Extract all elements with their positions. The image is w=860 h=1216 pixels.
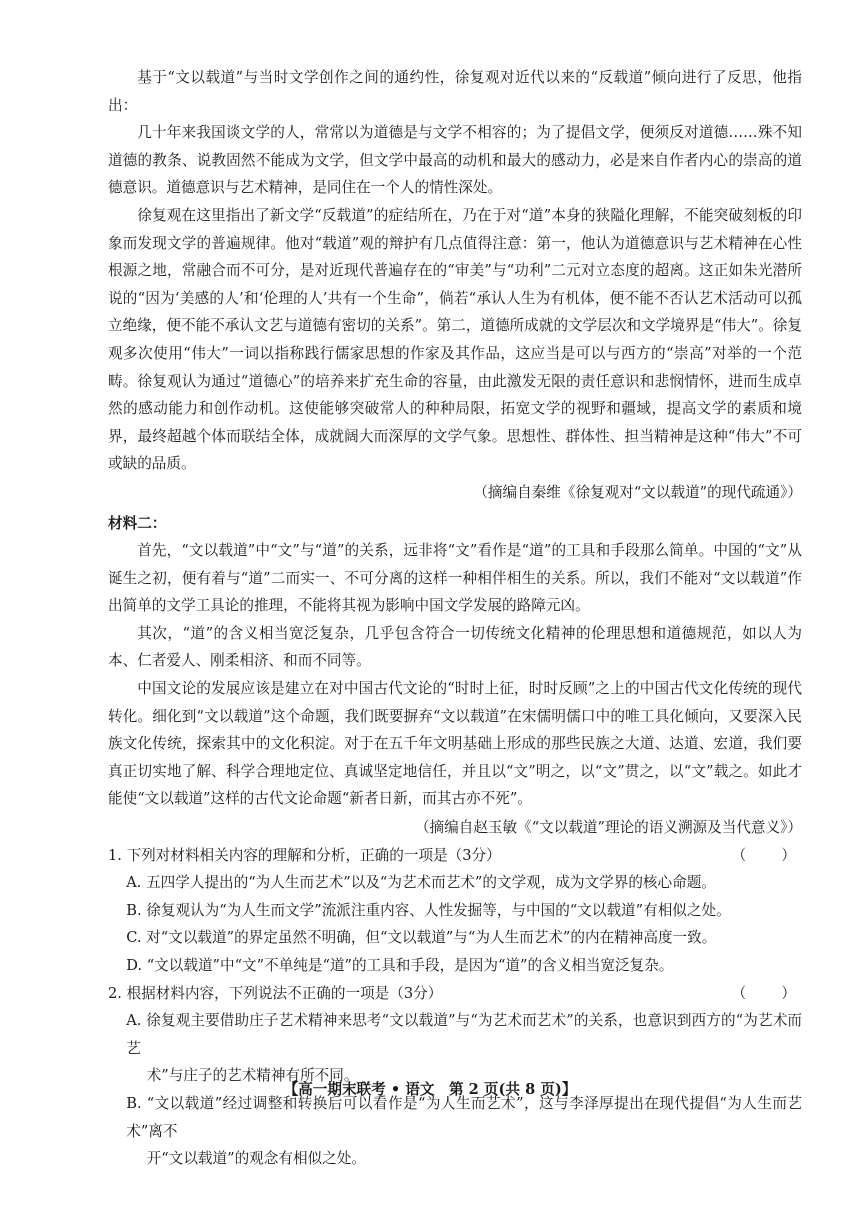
question-2-option-b — [108, 1090, 802, 1173]
question-2-stem — [108, 980, 802, 1008]
question-1-stem — [108, 842, 802, 870]
question-1-stem-text: 1. 下列对材料相关内容的理解和分析，正确的一项是（3分） — [108, 846, 501, 864]
question-2-option-a-cont: 术”与庄子的艺术精神有所不同。 — [146, 1067, 359, 1085]
exam-page — [108, 64, 802, 1173]
question-2-option-a — [108, 1007, 802, 1090]
question-1-answer-slot[interactable]: （ ） — [731, 846, 798, 864]
material-one-analysis: 徐复观在这里指出了新文学“反载道”的症结所在，乃在于对“道”本身的狭隘化理解，不能突破刻板的印象而发现文学的普遍规律。他对“载道”观的辩护有几点值得注意：第一，他认为道德意识与艺术精神在心性根源之地，常融合而不可分，是对近现代普遍存在的“审美”与“功利”二元对立态度的超离。这正如朱光潜所说的“因为‘美感的人’和‘伦理的人’共有一个生命”，倘若“承认人生为有机体，便不能不否认艺术活动可以孤立绝缘，便不能不承认文艺与道德有密切的关系”。第二，道德所成就的文学层次和文学境界是“伟大”。徐复观多次使用“伟大”一词以指称践行儒家思想的作家及其作品，这应当是可以与西方的“崇高”对举的一个范畴。徐复观认为通过“道德心”的培养来扩充生命的容量，由此激发无限的责任意识和悲悯情怀，进而生成卓然的感动能力和创作动机。这使能够突破常人的种种局限，拓宽文学的视野和疆域，提高文学的素质和境界，最终超越个体而联结全体，成就阔大而深厚的文学气象。思想性、群体性、担当精神是这种“伟大”不可或缺的品质。 — [108, 206, 802, 473]
question-1 — [108, 842, 802, 980]
material-two-heading: 材料二： — [108, 514, 167, 532]
question-1-option-c: C. 对“文以载道”的界定虽然不明确，但“文以载道”与“为人生而艺术”的内在精神高度一致。 — [126, 929, 717, 947]
question-2-option-a-first: A. 徐复观主要借助庄子艺术精神来思考“文以载道”与“为艺术而艺术”的关系，也意识到西方的“为艺术而艺 — [126, 1012, 802, 1057]
material-one-intro: 基于“文以载道”与当时文学创作之间的通约性，徐复观对近代以来的“反载道”倾向进行了反思，他指出： — [108, 69, 802, 114]
question-1-option-a: A. 五四学人提出的“为人生而艺术”以及“为艺术而艺术”的文学观，成为文学界的核心命题。 — [126, 874, 716, 892]
question-2 — [108, 980, 802, 1173]
question-1-option-b: B. 徐复观认为“为人生而文学”流派注重内容、人性发掘等，与中国的“文以载道”有相似之处。 — [126, 901, 731, 919]
question-2-option-b-first: B. “文以载道”经过调整和转换后可以看作是“为人生而艺术”，这与李泽厚提出在现代提倡“为人生而艺术”离不 — [126, 1094, 802, 1140]
material-two-para-3: 中国文论的发展应该是建立在对中国古代文论的“时时上征，时时反顾”之上的中国古代文化传统的现代转化。细化到“文以载道”这个命题，我们既要摒弃“文以载道”在宋儒明儒口中的唯工具化倾向，又要深入民族文化传统，探索其中的文化积淀。对于在五千年文明基础上形成的那些民族之大道、达道、宏道，我们要真正切实地了解、科学合理地定位、真诚坚定地信任，并且以“文”明之，以“文”贯之，以“文”载之。如此才能使“文以载道”这样的古代文论命题“新者日新，而其古亦不死”。 — [108, 680, 802, 808]
material-two-source: （摘编自赵玉敏《“文以载道”理论的语义溯源及当代意义》） — [414, 819, 802, 837]
material-two-para-1: 首先，“文以载道”中“文”与“道”的关系，远非将“文”看作是“道”的工具和手段那么简单。中国的“文”从诞生之初，便有着与“道”二而实一、不可分离的这样一种相伴相生的关系。所以，我们不能对“文以载道”作出简单的文学工具论的推理，不能将其视为影响中国文学发展的路障元凶。 — [108, 542, 802, 615]
question-1-option-d: D. “文以载道”中“文”不单纯是“道”的工具和手段，是因为“道”的含义相当宽泛复杂。 — [126, 957, 674, 974]
page-footer: 【高一期末联考 • 语文 第 2 页(共 8 页)】 — [283, 1081, 577, 1098]
question-2-option-b-cont: 开“文以载道”的观念有相似之处。 — [146, 1150, 366, 1168]
question-2-answer-slot[interactable]: （ ） — [731, 984, 798, 1002]
material-one-quote: 几十年来我国谈文学的人，常常以为道德是与文学不相容的；为了提倡文学，便须反对道德……殊不知道德的教条、说教固然不能成为文学，但文学中最高的动机和最大的感动力，必是来自作者内心的崇高的道德意识。道德意识与艺术精神，是同住在一个人的情性深处。 — [108, 124, 802, 197]
material-two-para-2: 其次，“道”的含义相当宽泛复杂，几乎包含符合一切传统文化精神的伦理思想和道德规范，如以人为本、仁者爱人、刚柔相济、和而不同等。 — [108, 624, 802, 670]
material-one-source: （摘编自秦维《徐复观对“文以载道”的现代疏通》） — [473, 483, 802, 501]
question-2-stem-text: 2. 根据材料内容，下列说法不正确的一项是（3分） — [108, 984, 443, 1002]
